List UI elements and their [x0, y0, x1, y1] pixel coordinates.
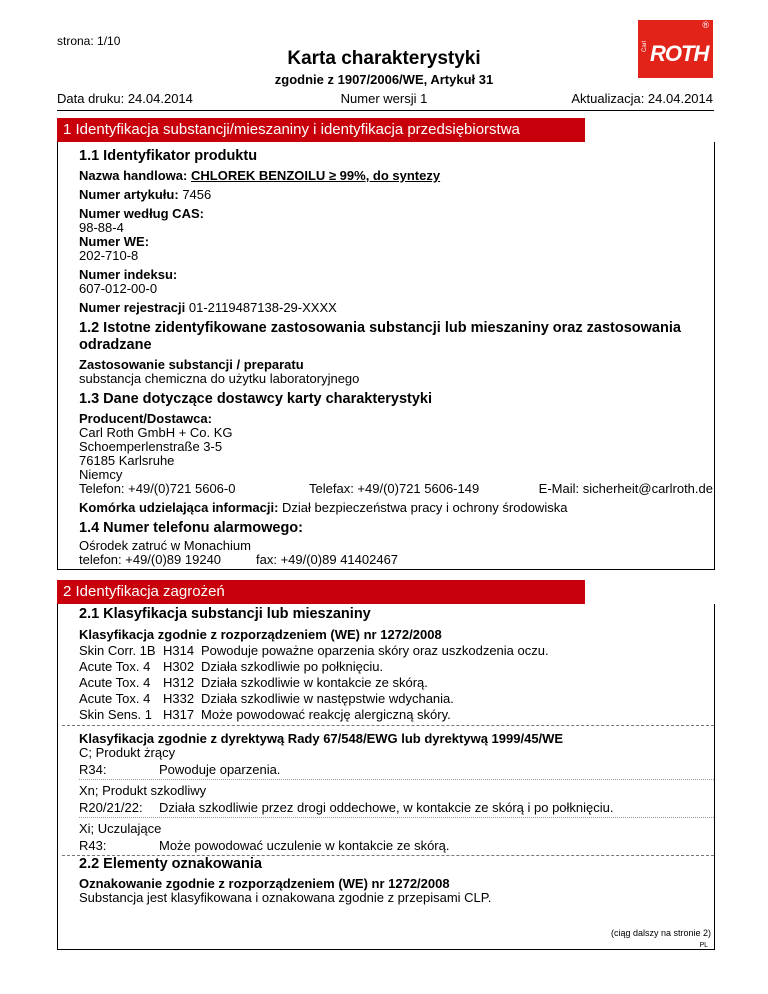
print-date: Data druku: 24.04.2014 — [57, 91, 193, 106]
heading-2-2: 2.2 Elementy oznakowania — [79, 856, 262, 872]
section-1-heading: 1 Identyfikacja substancji/mieszaniny i identyfikacja przedsiębiorstwa — [57, 118, 585, 142]
harmful-class: Xn; Produkt szkodliwy — [79, 783, 207, 798]
producer-line: Carl Roth GmbH + Co. KG — [79, 425, 233, 440]
we-value: 202-710-8 — [79, 248, 139, 263]
r43-row: R43: Może powodować uczulenie w kontakcie ze skórą. — [79, 838, 450, 853]
heading-1-1: 1.1 Identyfikator produktu — [79, 148, 258, 164]
roth-logo — [638, 20, 713, 78]
logo-small-text: Carl — [642, 40, 648, 52]
corrosive-class: C; Produkt żrący — [79, 745, 176, 760]
phone: Telefon: +49/(0)721 5606-0 — [79, 481, 236, 496]
use-label: Zastosowanie substancji / preparatu — [79, 357, 304, 372]
r34-row: R34: Powoduje oparzenia. — [79, 762, 281, 777]
update-date: Aktualizacja: 24.04.2014 — [571, 91, 713, 106]
article-number: Numer artykułu: 7456 — [79, 187, 212, 202]
emergency-fax: fax: +49/(0)89 41402467 — [256, 552, 399, 567]
cas-label: Numer według CAS: — [79, 206, 204, 221]
continued-note: (ciąg dalszy na stronie 2) — [610, 928, 711, 938]
heading-1-2-line1: 1.2 Istotne zidentyfikowane zastosowania substancji lub mieszaniny oraz zastosowania — [79, 320, 681, 336]
cas-value: 98-88-4 — [79, 220, 124, 235]
fax: Telefax: +49/(0)721 5606-149 — [309, 481, 480, 496]
language-code: PL — [699, 942, 708, 949]
clp-row: Acute Tox. 4 H302 Działa szkodliwie po połknięciu. — [79, 659, 384, 674]
heading-1-3: 1.3 Dane dotyczące dostawcy karty charakterystyki — [79, 391, 433, 407]
logo-text: ROTH — [650, 41, 709, 66]
index-label: Numer indeksu: — [79, 267, 178, 282]
use-value: substancja chemiczna do użytku laboratoryjnego — [79, 371, 360, 386]
producer-label: Producent/Dostawca: — [79, 411, 212, 426]
label-text: Substancja jest klasyfikowana i oznakowana zgodnie z przepisami CLP. — [79, 890, 492, 905]
trade-name: Nazwa handlowa: CHLOREK BENZOILU ≥ 99%, do syntezy — [79, 168, 441, 183]
index-value: 607-012-00-0 — [79, 281, 158, 296]
r20-row: R20/21/22: Działa szkodliwie przez drogi oddechowe, w kontakcie ze skórą i po połknięciu. — [79, 800, 614, 815]
clp-row: Skin Sens. 1 H317 Może powodować reakcję alergiczną skóry. — [79, 707, 451, 722]
header-divider — [57, 110, 714, 111]
divider — [62, 725, 714, 726]
clp-title: Klasyfikacja zgodnie z rozporządzeniem (WE) nr 1272/2008 — [79, 627, 442, 642]
emergency-center: Ośrodek zatruć w Monachium — [79, 538, 251, 553]
document-title: Karta charakterystyki — [287, 48, 481, 69]
producer-line: 76185 Karlsruhe — [79, 453, 175, 468]
label-title: Oznakowanie zgodnie z rozporządzeniem (WE) nr 1272/2008 — [79, 876, 450, 891]
heading-2-1: 2.1 Klasyfikacja substancji lub mieszaniny — [79, 606, 371, 622]
heading-1-4: 1.4 Numer telefonu alarmowego: — [79, 520, 303, 536]
heading-1-2-line2: odradzane — [79, 337, 152, 353]
producer-line: Niemcy — [79, 467, 123, 482]
document-subtitle: zgodnie z 1907/2006/WE, Artykuł 31 — [274, 72, 494, 87]
emergency-phone: telefon: +49/(0)89 19240 — [79, 552, 222, 567]
section-2-heading: 2 Identyfikacja zagrożeń — [57, 580, 585, 604]
sensitising-class: Xi; Uczulające — [79, 821, 162, 836]
directive-title: Klasyfikacja zgodnie z dyrektywą Rady 67/548/EWG lub dyrektywą 1999/45/WE — [79, 731, 564, 746]
version-number: Numer wersji 1 — [340, 91, 428, 106]
registered-mark: ® — [702, 20, 709, 30]
email[interactable]: E-Mail: sicherheit@carlroth.de — [538, 481, 713, 496]
info-department: Komórka udzielająca informacji: Dział bezpieczeństwa pracy i ochrony środowiska — [79, 500, 568, 515]
registration-number: Numer rejestracji 01-2119487138-29-XXXX — [79, 300, 337, 315]
clp-row: Acute Tox. 4 H312 Działa szkodliwie w kontakcie ze skórą. — [79, 675, 428, 690]
we-label: Numer WE: — [79, 234, 150, 249]
clp-row: Skin Corr. 1B H314 Powoduje poważne oparzenia skóry oraz uszkodzenia oczu. — [79, 643, 549, 658]
clp-row: Acute Tox. 4 H332 Działa szkodliwie w następstwie wdychania. — [79, 691, 454, 706]
divider — [79, 817, 714, 818]
trade-name-value: CHLOREK BENZOILU ≥ 99%, do syntezy — [190, 168, 441, 183]
divider — [79, 779, 714, 780]
page-number: strona: 1/10 — [57, 34, 121, 48]
producer-line: Schoemperlenstraße 3-5 — [79, 439, 223, 454]
